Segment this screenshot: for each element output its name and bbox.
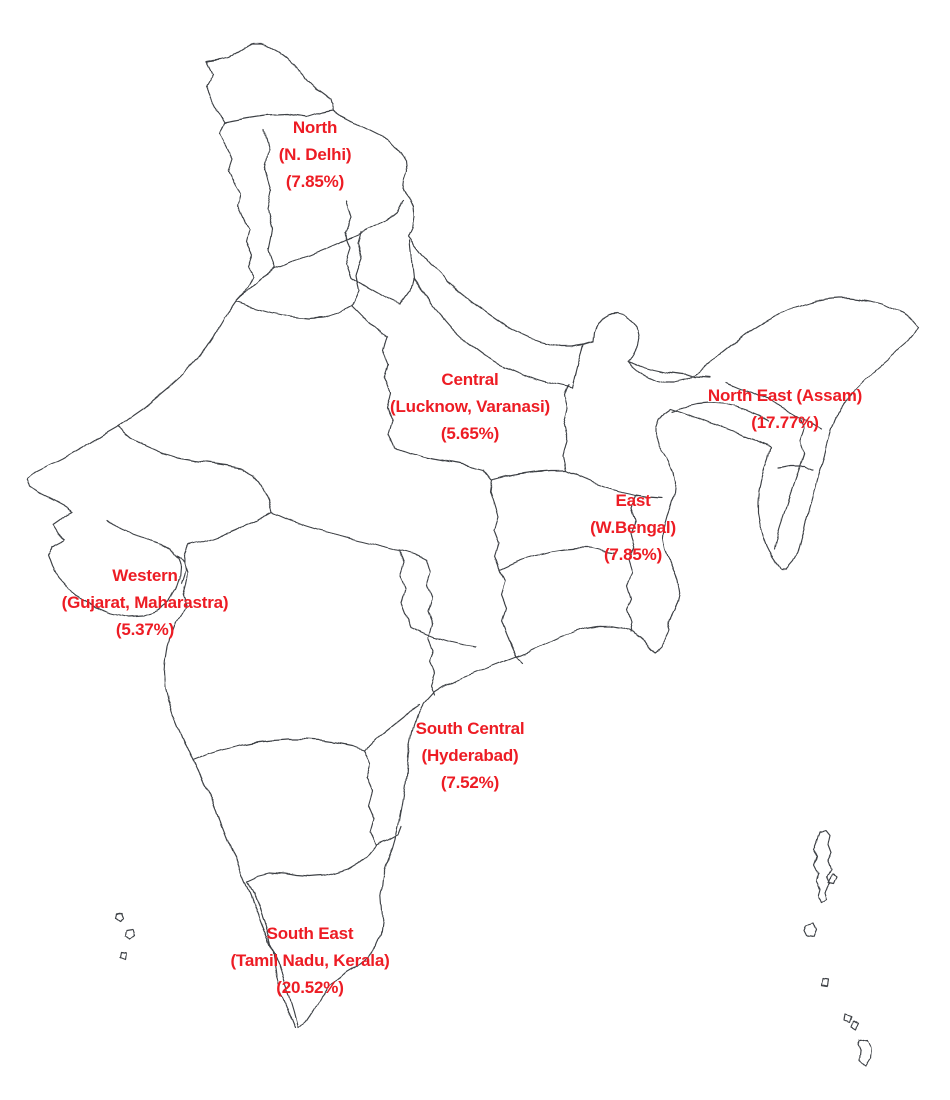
region-label-line: (Gujarat, Maharastra) <box>61 593 229 612</box>
region-label-line: (7.85%) <box>603 545 663 564</box>
region-label-line: (20.52%) <box>276 978 344 997</box>
region-label-line: (5.37%) <box>115 620 175 639</box>
andaman-nicobar-islands <box>804 831 872 1066</box>
region-label-line: (Tamil Nadu, Kerala) <box>230 951 390 970</box>
region-label-line: (17.77%) <box>751 413 819 432</box>
region-label-line: Western <box>112 566 178 585</box>
region-label-line: (Lucknow, Varanasi) <box>390 397 550 416</box>
region-label-line: (W.Bengal) <box>590 518 676 537</box>
region-label-line: (5.65%) <box>440 424 500 443</box>
region-label-line: South East <box>266 924 354 943</box>
region-label-line: (7.85%) <box>285 172 345 191</box>
region-label-line: (Hyderabad) <box>421 746 519 765</box>
region-label-line: South Central <box>415 719 525 738</box>
lakshadweep-islands <box>115 912 135 959</box>
region-label-line: Central <box>441 370 499 389</box>
region-label-line: East <box>615 491 651 510</box>
region-label-line: (7.52%) <box>440 773 500 792</box>
region-label-line: North <box>292 118 338 137</box>
region-label-line: North East (Assam) <box>707 386 863 405</box>
region-label-line: (N. Delhi) <box>278 145 352 164</box>
india-outer-boundary <box>28 44 919 1028</box>
state-boundaries <box>108 110 822 1028</box>
